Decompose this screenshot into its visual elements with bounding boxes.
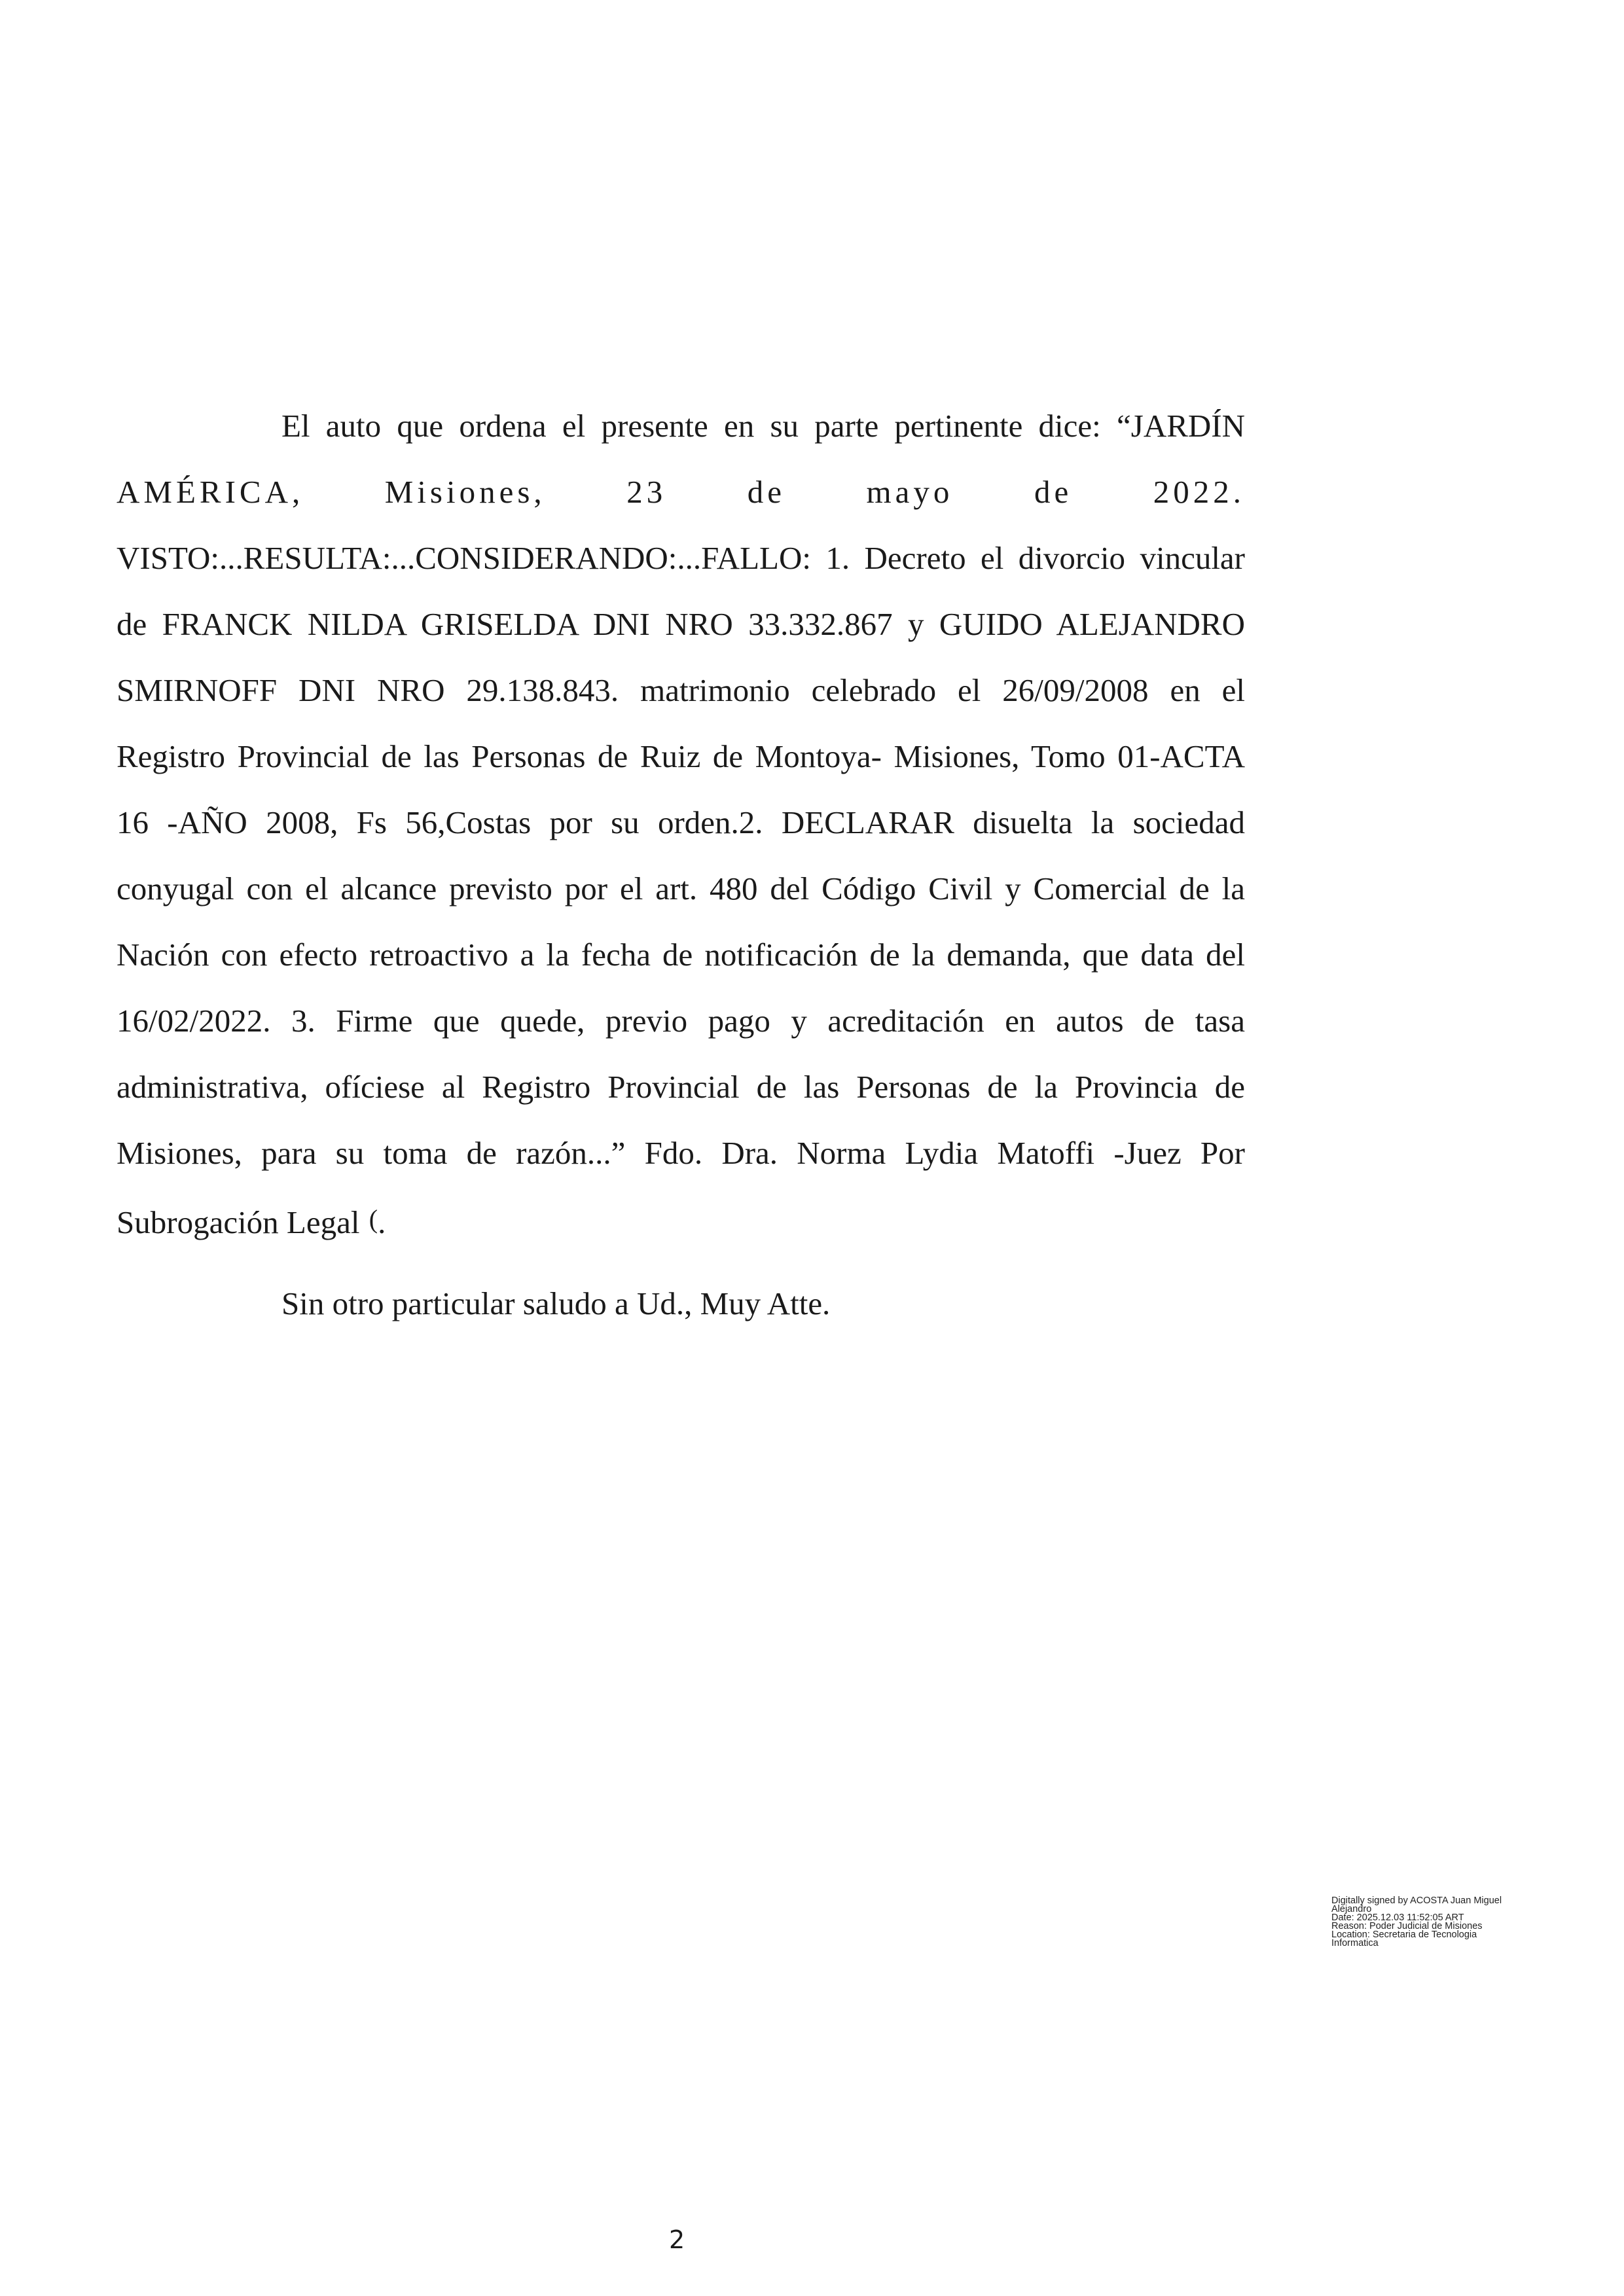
signature-line: Alejandro (1331, 1904, 1372, 1914)
paragraph-line: AMÉRICA, Misiones, 23 de mayo de 2022. (117, 474, 1245, 510)
paragraph-line: Subrogación Legal (117, 1204, 360, 1240)
paragraph-line: VISTO:...RESULTA:...CONSIDERANDO:...FALLO: 1. Decreto el divorcio vincular (117, 540, 1245, 576)
paragraph-line: SMIRNOFF DNI NRO 29.138.843. matrimonio celebrado el 26/09/2008 en el (117, 672, 1245, 708)
digital-signature-block (1331, 1897, 1541, 1948)
page-number: 2 (669, 2225, 685, 2254)
signature-line: Reason: Poder Judicial de Misiones (1331, 1921, 1483, 1931)
paragraph-line: Nación con efecto retroactivo a la fecha de notificación de la demanda, que data del (117, 937, 1245, 973)
paragraph-line: de FRANCK NILDA GRISELDA DNI NRO 33.332.867 y GUIDO ALEJANDRO (117, 606, 1245, 642)
signature-line: Digitally signed by ACOSTA Juan Miguel (1331, 1895, 1502, 1906)
paragraph-line: El auto que ordena el presente en su parte pertinente dice: “JARDÍN (281, 408, 1245, 444)
signature-line: Location: Secretaria de Tecnologia (1331, 1929, 1477, 1940)
paragraph-line: Misiones, para su toma de razón...” Fdo. Dra. Norma Lydia Matoffi -Juez Por (117, 1135, 1245, 1171)
paragraph-line: Registro Provincial de las Personas de Ruiz de Montoya- Misiones, Tomo 01-ACTA (117, 738, 1245, 774)
footnote-mark: ( (369, 1204, 378, 1234)
paragraph-last-line (117, 1186, 1245, 1255)
signature-line: Date: 2025.12.03 11:52:05 ART (1331, 1912, 1464, 1923)
paragraph-line: conyugal con el alcance previsto por el art. 480 del Código Civil y Comercial de la (117, 870, 1245, 906)
signature-line: Informatica (1331, 1938, 1379, 1948)
paragraph-line: 16/02/2022. 3. Firme que quede, previo pago y acreditación en autos de tasa (117, 1003, 1245, 1039)
closing-salutation: Sin otro particular saludo a Ud., Muy Atte. (281, 1285, 831, 1321)
line-end-period: . (378, 1204, 386, 1240)
resolution-paragraph (117, 393, 1245, 1255)
paragraph-line: 16 -AÑO 2008, Fs 56,Costas por su orden.2. DECLARAR disuelta la sociedad (117, 804, 1245, 840)
paragraph-line: administrativa, ofíciese al Registro Provincial de las Personas de la Provincia de (117, 1069, 1245, 1105)
